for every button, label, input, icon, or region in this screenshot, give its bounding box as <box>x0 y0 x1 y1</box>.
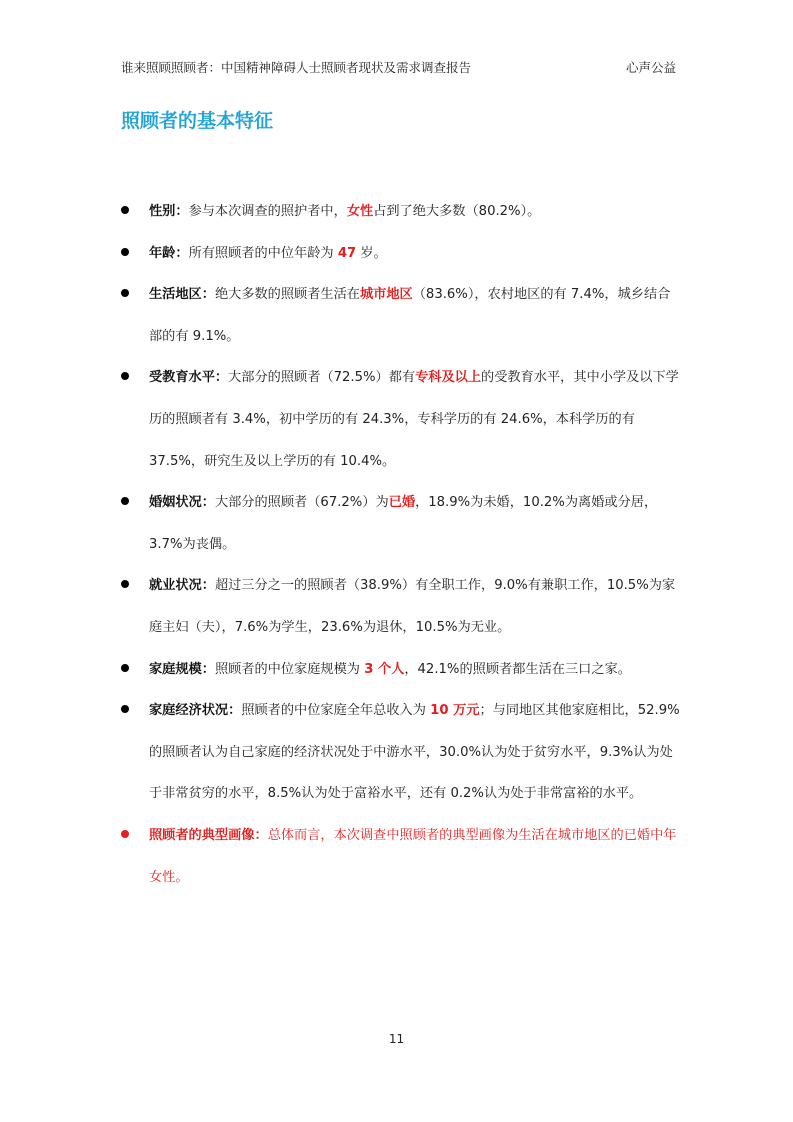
bullet-dot-icon <box>121 497 129 505</box>
highlight-text: 10 万元 <box>430 703 480 719</box>
bullet-dot-icon <box>121 206 129 214</box>
bullet-text: 照顾者的中位家庭全年总收入为 <box>241 703 431 719</box>
bullet-dot-icon <box>121 705 129 713</box>
bullet-label: 照顾者的典型画像： <box>149 827 268 843</box>
bullet-item <box>121 690 681 815</box>
highlight-text: 女性 <box>346 204 374 219</box>
bullet-dot-icon <box>121 289 129 297</box>
bullet-item <box>121 649 681 691</box>
highlight-text: 已婚 <box>388 495 416 511</box>
bullet-text: ；与同地区其他家庭相比，52.9%的照顾者认为自己家庭的经济状况处于中游水平，30.0%认为处于贫穷水平，9.3%认为处于非常贫穷的水平，8.5%认为处于富裕水平，还有 0.2%认为处于非常富裕的水平。 <box>149 703 680 802</box>
highlight-text: 专科及以上 <box>415 370 482 386</box>
section-title: 照顾者的基本特征 <box>121 110 274 132</box>
bullet-label: 家庭经济状况： <box>149 703 242 719</box>
bullet-label: 家庭规模： <box>149 661 215 677</box>
bullet-item <box>121 274 681 357</box>
bullet-dot-icon <box>121 248 129 256</box>
bullet-label: 性别： <box>149 204 189 219</box>
page-number: 11 <box>388 1032 405 1046</box>
report-title: 谁来照顾照顾者：中国精神障碍人士照顾者现状及需求调查报告 <box>121 60 472 75</box>
bullet-label: 婚姻状况： <box>149 495 215 511</box>
bullet-item <box>121 357 681 482</box>
bullet-text: 所有照顾者的中位年龄为 <box>188 245 338 261</box>
bullet-text: 总体而言，本次调查中照顾者的典型画像为生活在城市地区的已婚中年女性。 <box>149 827 677 885</box>
bullet-label: 就业状况： <box>149 578 215 594</box>
bullet-text: 照顾者的中位家庭规模为 <box>214 661 365 677</box>
highlight-text: 城市地区 <box>360 287 413 303</box>
bullet-dot-icon <box>121 372 129 380</box>
bullet-label: 受教育水平： <box>149 370 229 386</box>
bullet-text: 超过三分之一的照顾者（38.9%）有全职工作，9.0%有兼职工作，10.5%为家庭主妇（夫），7.6%为学生，23.6%为退休，10.5%为无业。 <box>149 578 676 635</box>
bullet-text: 岁。 <box>356 245 387 261</box>
bullet-item <box>121 191 681 233</box>
bullet-label: 年龄： <box>149 245 189 261</box>
bullet-dot-icon <box>121 664 129 672</box>
bullet-text: 绝大多数的照顾者生活在 <box>214 287 360 303</box>
bullet-item <box>121 565 681 648</box>
bullet-text: 参与本次调查的照护者中， <box>188 204 347 219</box>
organization-name: 心声公益 <box>625 60 676 75</box>
bullet-text: 占到了绝大多数（80.2%）。 <box>373 204 541 219</box>
bullet-item <box>121 233 681 275</box>
bullet-dot-icon <box>121 580 129 588</box>
bullet-item <box>121 815 681 898</box>
bullet-text: 的受教育水平，其中小学及以下学历的照顾者有 3.4%，初中学历的有 24.3%，专科学历的有 24.6%，本科学历的有 37.5%，研究生及以上学历的有 10.4%。 <box>149 370 679 469</box>
highlight-text: 3 个人 <box>364 661 405 677</box>
bullet-text: 大部分的照顾者（72.5%）都有 <box>228 370 416 386</box>
bullet-text: ，42.1%的照顾者都生活在三口之家。 <box>404 661 631 677</box>
bullet-item <box>121 482 681 565</box>
bullet-text: （83.6%），农村地区的有 7.4%，城乡结合部的有 9.1%。 <box>149 287 671 344</box>
bullet-label: 生活地区： <box>149 287 215 303</box>
bullet-text: ，18.9%为未婚，10.2%为离婚或分居，3.7%为丧偶。 <box>149 495 658 552</box>
highlight-text: 47 <box>337 245 357 261</box>
bullet-text: 大部分的照顾者（67.2%）为 <box>214 495 389 511</box>
characteristics-list <box>121 191 681 898</box>
bullet-dot-icon <box>121 830 129 838</box>
page-header <box>121 58 676 78</box>
